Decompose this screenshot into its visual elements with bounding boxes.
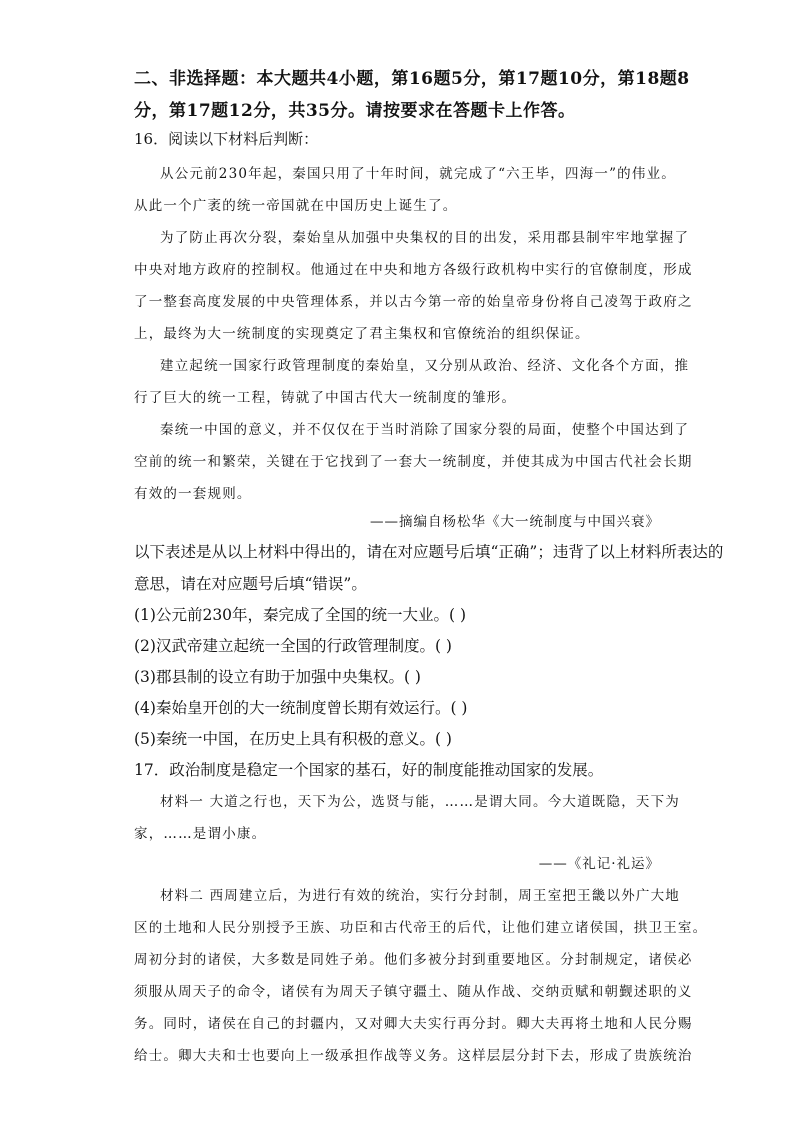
q17-material2-line: 务。同时，诸侯在自己的封疆内，又对卿大夫实行再分封。卿大夫再将土地和人民分赐: [134, 1016, 693, 1032]
q16-statement-2: (2)汉武帝建立起统一全国的行政管理制度。( ): [134, 637, 452, 655]
section-heading-line1: 二、非选择题：本大题共4小题，第16题5分，第17题10分，第18题8: [134, 69, 690, 89]
question-17-prompt: 17．政治制度是稳定一个国家的基石，好的制度能推动国家的发展。: [134, 761, 604, 779]
q16-material-line: 秦统一中国的意义，并不仅仅在于当时消除了国家分裂的局面，使整个中国达到了: [160, 422, 690, 438]
q17-material1-line1: 材料一 大道之行也，天下为公，选贤与能，……是谓大同。今大道既隐，天下为: [160, 794, 680, 810]
q17-material2-line: 须服从周天子的命令，诸侯有为周天子镇守疆土、随从作战、交纳贡赋和朝觐述职的义: [134, 984, 693, 1000]
q17-material2-line: 周初分封的诸侯，大多数是同姓子弟。他们多被分封到重要地区。分封制规定，诸侯必: [134, 952, 693, 968]
q16-material-line: 从公元前230年起，秦国只用了十年时间，就完成了“六王毕，四海一”的伟业。: [160, 166, 676, 182]
q16-instruction-line2: 意思，请在对应题号后填“错误”。: [134, 575, 367, 593]
q16-statement-1: (1)公元前230年，秦完成了全国的统一大业。( ): [134, 606, 467, 624]
q16-material-line: 建立起统一国家行政管理制度的秦始皇，又分别从政治、经济、文化各个方面，推: [160, 358, 690, 374]
q16-material-line: 为了防止再次分裂，秦始皇从加强中央集权的目的出发，采用郡县制牢牢地掌握了: [160, 230, 690, 246]
q16-statement-4: (4)秦始皇开创的大一统制度曾长期有效运行。( ): [134, 699, 468, 717]
q16-material-line: 从此一个广袤的统一帝国就在中国历史上诞生了。: [134, 198, 458, 214]
q16-source: ——摘编自杨松华《大一统制度与中国兴衰》: [370, 514, 660, 530]
q17-material2-line: 材料二 西周建立后，为进行有效的统治，实行分封制，周王室把王畿以外广大地: [160, 888, 680, 904]
q16-material-line: 上，最终为大一统制度的实现奠定了君主集权和官僚统治的组织保证。: [134, 326, 590, 342]
section-heading-line2: 分，第17题12分，共35分。请按要求在答题卡上作答。: [134, 101, 576, 121]
q16-statement-3: (3)郡县制的设立有助于加强中央集权。( ): [134, 668, 421, 686]
q16-material-line: 中央对地方政府的控制权。他通过在中央和地方各级行政机构中实行的官僚制度，形成: [134, 262, 693, 278]
q17-material1-line2: 家，……是谓小康。: [134, 826, 267, 842]
q17-material1-source: ——《礼记·礼运》: [538, 856, 660, 872]
q17-material2-line: 给士。卿大夫和士也要向上一级承担作战等义务。这样层层分封下去，形成了贵族统治: [134, 1048, 693, 1064]
q16-material-line: 有效的一套规则。: [134, 486, 252, 502]
q16-material-line: 空前的统一和繁荣，关键在于它找到了一套大一统制度，并使其成为中国古代社会长期: [134, 454, 693, 470]
q16-instruction-line1: 以下表述是从以上材料中得出的，请在对应题号后填“正确”；违背了以上材料所表达的: [134, 543, 724, 561]
q17-material2-line: 区的土地和人民分别授予王族、功臣和古代帝王的后代，让他们建立诸侯国，拱卫王室。: [134, 920, 708, 936]
question-16-prompt: 16．阅读以下材料后判断：: [134, 130, 319, 148]
q16-material-line: 行了巨大的统一工程，铸就了中国古代大一统制度的雏形。: [134, 390, 517, 406]
q16-material-line: 了一整套高度发展的中央管理体系，并以古今第一帝的始皇帝身份将自己凌驾于政府之: [134, 294, 693, 310]
q16-statement-5: (5)秦统一中国，在历史上具有积极的意义。( ): [134, 730, 452, 748]
